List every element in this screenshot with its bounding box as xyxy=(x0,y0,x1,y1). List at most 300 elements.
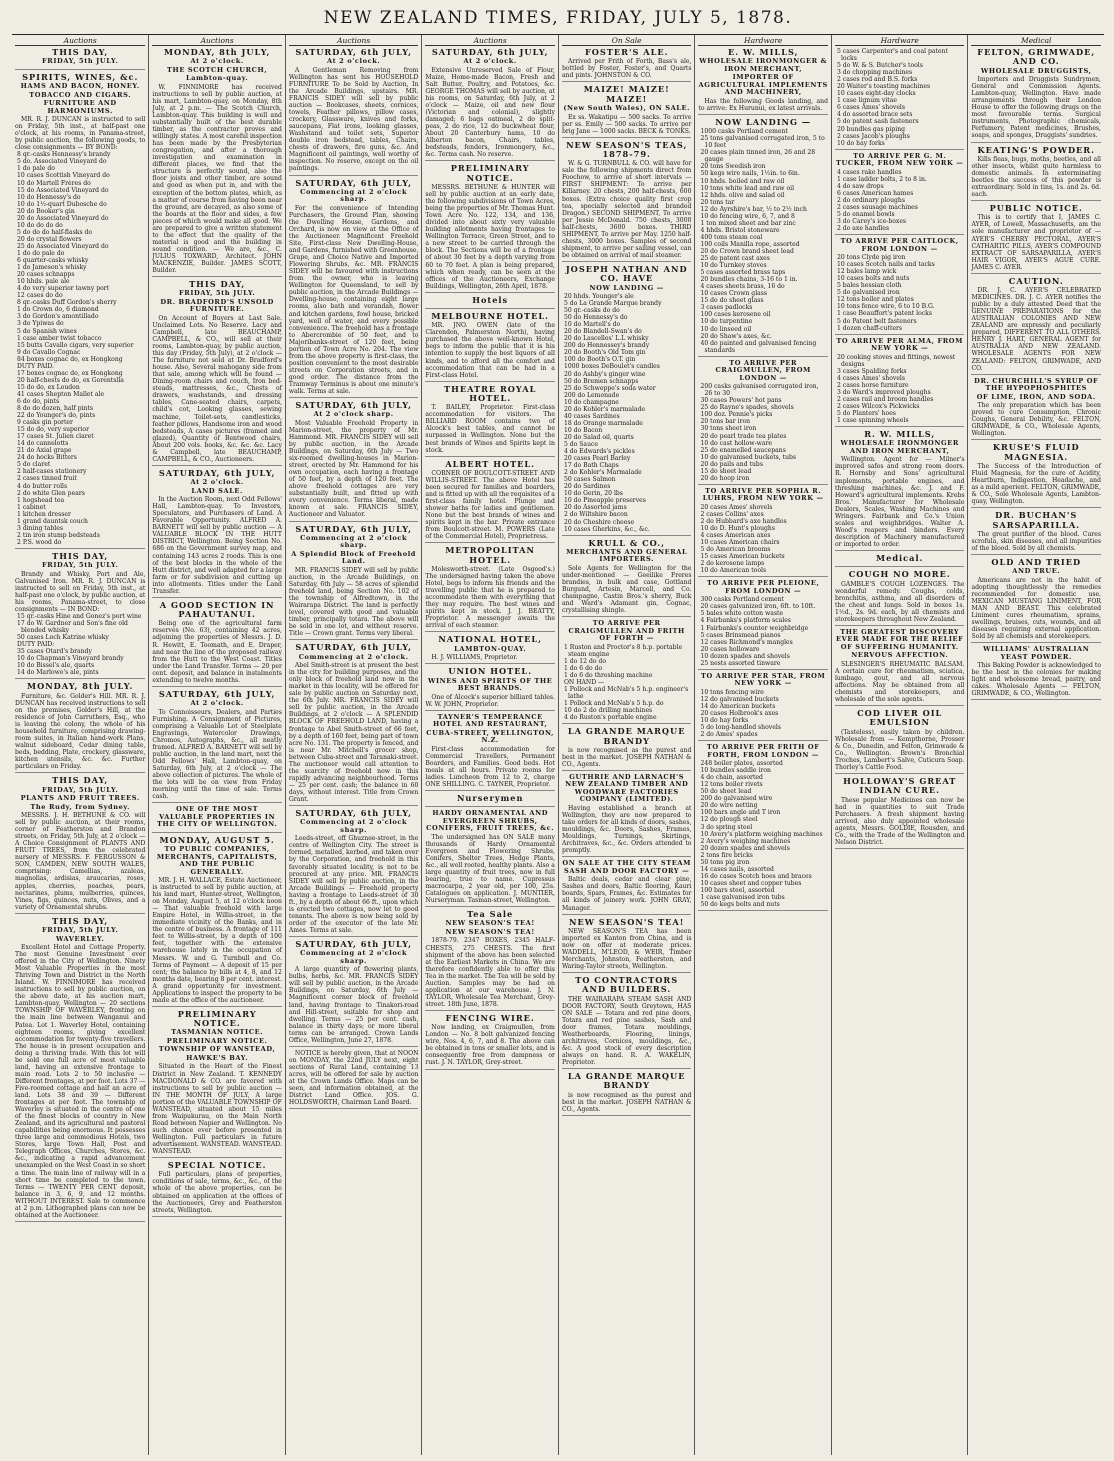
ad-list-item: 16 do cases Scotch hoes and braces xyxy=(700,872,812,880)
ad-list-item: 10 cases Crown glass xyxy=(700,290,768,298)
advertisement xyxy=(152,601,282,687)
ad-list-item: 20 cases Pearl Barley xyxy=(563,455,631,463)
ad-list-item: 10 do cast hollow-ware xyxy=(700,439,773,447)
ad-list-item: 1 kitchen dresser xyxy=(17,510,71,518)
ad-list-item: 20 do crystal flowers xyxy=(17,235,82,243)
advertisement xyxy=(425,667,555,710)
ad-heading: GUTHRIE AND LARNACH'S NEW ZEALAND TIMBER AND WOODWARE FACTORIES COMPANY (LIMITED). xyxy=(565,772,689,804)
ad-body: Has the following Goods landing, and to arrive: Ex Hurunui, ex latest arrivals. xyxy=(698,97,828,112)
ad-list-item: 10 bundles saddle iron xyxy=(700,767,771,775)
ad-body: T. BAILEY, Proprietor. First-class accommodation for visitors. The BILLIARD ROOM contains two of Alcock's best tables, and cannot be surpassed in Wellington. None but the best brands of Wines and Spirits kept in stock. xyxy=(425,404,555,454)
ad-heading: HARDY ORNAMENTAL AND EVERGREEN SHRUBS, CONIFERS, FRUIT TREES, &c. xyxy=(426,809,555,833)
ad-list-item: 2 tons fire bricks xyxy=(700,851,753,859)
advertisement xyxy=(425,460,555,544)
ad-heading: MERCHANTS AND GENERAL IMPORTERS. xyxy=(566,547,688,564)
ad-list-item: 1 hogshead tea xyxy=(17,496,65,504)
ad-list-item: 1 Pollock and McNab's 5 h.p. do xyxy=(563,700,664,708)
ad-list-item: 1 case lignum vitae xyxy=(836,97,897,105)
ad-list-item: 20 do Salad oil, quarts xyxy=(563,433,634,441)
ad-heading: CUBA-STREET, WELLINGTON, N.Z. xyxy=(426,728,555,745)
advertisement xyxy=(425,714,555,791)
ad-list-item: 20 do Crown brand sheet lead xyxy=(700,247,794,255)
ad-body: (Tasteless), easily taken by children. Wholesale from — Kempthorne, Prosser & Co., Dunedin, and Felton, Grimwade & Co., Wellington. Brown's Bronchial Troches, Lambert's Salve, Cuticura Soap. Thorley's Cattle Food. xyxy=(834,728,965,771)
ad-list-item: 50 cases Loch Katrine whisky xyxy=(17,634,109,642)
advertisement xyxy=(971,646,1101,700)
ad-heading: OLD AND TRIED xyxy=(991,556,1082,567)
ad-heading: Commencing at 2 o'clock sharp. xyxy=(300,949,408,965)
ad-list-item: 3 do chopping machines xyxy=(836,69,913,77)
ad-body: CORNER OF BOULCOTT-STREET AND WILLIS-STREET. The above Hotel has been secured for families and boarders, and is fitted up with all the requisites of a first-class family hotel. Plunge and shower baths for ladies and gentlemen. None but the best brands of wines and spirits kept in the bar. Private entrance from Boulcott-street. M. POWERS (Late of the Commercial Hotel), Proprietress. xyxy=(425,469,555,541)
ad-body: Molesworth-street. (Late Osgood's.) The undersigned having taken the above Hotel, begs to inform his friends and the travelling public that he is prepared to accommodate them with everything that they may require. The best wines and spirits kept in stock. J. J. BEATTY, Proprietor. A messenger awaits the arrival of each steamer. xyxy=(425,565,555,630)
ad-heading: DR. BRADFORD'S UNSOLD FURNITURE. xyxy=(160,297,274,314)
ad-list-item: 10 tons fencing wire xyxy=(700,688,764,696)
ad-heading: SATURDAY, 6th JULY, xyxy=(431,47,549,57)
advertisement xyxy=(971,511,1101,555)
ad-list-item: 20 tons tar xyxy=(700,198,735,206)
ad-heading: ONE OF THE MOST VALUABLE PROPERTIES IN THE CITY OF WELLINGTON. xyxy=(157,805,278,829)
ad-list-item: 25 do enamelled saucepans xyxy=(700,446,786,454)
ad-list-item: 248 boiler plates, assorted xyxy=(700,760,783,768)
ad-heading: PUBLIC NOTICE. xyxy=(989,203,1083,214)
ad-heading: COUGH NO MORE. xyxy=(848,569,951,580)
ad-body: THE WAIRARAPA STEAM SASH AND DOOR FACTORY, South Greytown, HAS ON SALE — Totara and red pine doors, Totara and red pine sashes, Sash and door frames, Totara mouldings, Weatherboards, Flooring, linings, architraves, Cornices, mouldings, &c., &c. A good stock of every description always on hand. R. A. WAKELIN, Proprietor. xyxy=(561,995,692,1067)
ad-list-item: 20 cases Ames' shovels xyxy=(700,503,773,511)
column-heading: Hardware xyxy=(835,36,965,46)
ad-heading: NEW SEASON'S TEA! xyxy=(445,927,535,936)
advertisement xyxy=(425,810,555,907)
ad-list-item: 20 tons bar iron xyxy=(700,418,751,426)
advertisement xyxy=(698,360,828,485)
ad-body: MR. FRANCIS SIDEY will sell by public auction, in the Arcade Buildings, on Saturday, 6th July — 58 acres of splendid freehold land, being Section No. 102 of the township of Alfredtown, in the Wairarapa District. The land is perfectly level, covered with good and valuable timber, principally totara. The above will be sold in one lot, and without reserve. Title — Crown grant. Terms very liberal. xyxy=(288,566,419,638)
ad-body: 1878-79. 2347 BOXES, 2345 HALF-CHESTS, 275 CHESTS. The first shipment of the above has been selected at the Earliest Markets in China. We are therefore confidently able to offer this Tea in the market. The Tea will be sold by Auction. Samples may be had on application at our warehouse. J. N. TAYLOR, Wholesale Tea Merchant, Grey-street. 18th June, 1878. xyxy=(425,937,555,1008)
advertisement xyxy=(289,401,419,521)
ad-heading: MONDAY, AUGUST 5. xyxy=(159,834,275,845)
advertisement xyxy=(562,918,692,974)
ad-list-item: 3 do spring steel xyxy=(700,823,753,831)
ad-heading: MONDAY, 8th JULY. xyxy=(27,681,134,692)
ad-heading: UNION HOTEL. xyxy=(448,666,533,677)
advertisement xyxy=(562,265,692,536)
ad-list-item: 12 do galvanised buckets xyxy=(700,695,779,703)
ad-heading: FRIDAY, 5th JULY. xyxy=(42,561,119,570)
ad-heading: NEW SEASON'S TEA! xyxy=(445,919,535,928)
ad-list-item: 10 cases Scottish Vineyard do xyxy=(17,172,110,180)
ad-list-item: 50 qr.-casks do do xyxy=(563,307,620,315)
ad-list-item: 17 do W. Gardner and Son's fine old blended whisky xyxy=(17,620,128,635)
ad-list-item: 2 cases rod and B.S. forks xyxy=(836,76,918,84)
advertisement xyxy=(698,744,828,911)
ad-list-item: 5 cases Brinsmead pianos xyxy=(700,631,781,639)
ad-body: is now recognised as the purest and best in the market. JOSEPH NATHAN & CO., Agents. xyxy=(561,746,692,768)
ad-list-item: 41 cases Shepton Mallet ale xyxy=(17,390,105,398)
ad-list-item: 20 do Cheshire cheese xyxy=(563,518,635,526)
ad-list-item: 2 do Hubbard's axe handles xyxy=(700,517,787,525)
ad-list-item: 12 tons boiler rivets xyxy=(700,781,763,789)
ad-list-item: 4 do chain, assorted xyxy=(700,774,763,782)
columns xyxy=(12,35,1104,1455)
ad-list-item: 3 cases Spalding forks xyxy=(836,367,907,375)
ad-heading: KRUSE'S FLUID MAGNESIA. xyxy=(992,442,1080,462)
ad-list-item: 20 tons Clyde pig iron xyxy=(836,254,906,262)
ad-list-item: 14 do American buckets xyxy=(700,702,776,710)
column-heading: Medical xyxy=(971,36,1101,46)
ad-list-item: 2 do Kohler's Marmalade xyxy=(563,469,642,477)
ad-list-item: 1 do Crown do, 6 diamond xyxy=(17,306,99,314)
ad-list-item: 20 bundles gas piping xyxy=(836,125,906,133)
advertisement xyxy=(835,338,965,427)
ad-list-item: 4 do very superior tawny port xyxy=(17,285,110,293)
ad-list-item: 4 Fairbanks's platform scales xyxy=(700,617,791,625)
ad-list-item: 1000 boxes DeBoulet's candles xyxy=(563,363,660,371)
advertisement xyxy=(152,48,282,277)
ad-body: The undersigned has ON SALE many thousands of Hardy Ornamental Evergreen and Flowering Shrubs, Conifers, Shelter Trees, Hedge Plants, &c., all well rooted, healthy plants. Also a large quantity of fruit trees, now in full bearing, true to name. Cupressus macrocarpa, 2 year old, per 100, 25s. Catalogues on application. J. MUNTIER, Nurseryman. Tasman-street, Wellington. xyxy=(425,833,555,905)
ad-list-item: 40 cases Sardines xyxy=(563,412,620,420)
ad-list-item: 20 do Booker's gin xyxy=(17,207,75,215)
ad-heading: KEATING'S POWDER. xyxy=(977,144,1095,155)
ad-body: This Baking Powder is acknowledged to be the best in the colonies for making light and wholesome bread, pastry, and cakes. Wholesale Agents — FELTON, GRIMWADE, & CO., Wellington. xyxy=(971,662,1101,698)
ad-heading: PLANTS AND FRUIT TREES. xyxy=(20,794,140,803)
ad-list-item: 1 do pale do xyxy=(17,165,55,173)
ad-list-item: 2 cases rail and broom handles xyxy=(836,395,934,403)
ad-list-item: 40 do painted and galvanised fencing standards xyxy=(700,339,817,354)
column-7 xyxy=(831,35,968,1455)
ad-heading: TO ARRIVE PER CRAIGMULLEN AND FRITH OF FORTH — xyxy=(568,619,685,643)
ad-heading: AND TRUE. xyxy=(1012,567,1061,576)
ad-list-item: 6 cases American hames xyxy=(836,189,914,197)
ad-list-item: 12 bales lamp wick xyxy=(836,268,897,276)
column-3 xyxy=(285,35,422,1455)
ad-heading: At 2 o'clock. xyxy=(190,57,244,66)
ad-list-item: 5 do claret xyxy=(17,461,51,469)
ad-heading: Commencing at 2 o'clock sharp. xyxy=(300,533,408,550)
ad-list-item: 2 cases tinned fruit xyxy=(17,475,77,483)
ad-body: Americans are not in the habit of adopting thoughtlessly the remedies recommended for domestic use. MEXICAN MUSTANG LINIMENT, FOR MAN AND BEAST. This celebrated Liniment cures rheumatism, sprains, swellings, bruises, cuts, wounds, and all diseases requiring external application. Sold by all chemists and storekeepers. xyxy=(971,576,1101,641)
advertisement xyxy=(562,620,692,724)
ad-list-item: 5 bales white cotton waste xyxy=(700,610,784,618)
ad-list-item: 1 dozen chaff-cutters xyxy=(836,324,903,332)
ad-heading: HAWKE'S BAY. xyxy=(186,1053,249,1062)
ad-heading: FRIDAY, 5th JULY. xyxy=(178,289,256,298)
advertisement xyxy=(835,153,965,235)
ad-list-item: 10 cases Gherkins, &c., &c. xyxy=(563,525,650,533)
ad-body: For the convenience of Intending Purchasers, the Ground Plan, showing the Dwelling House, Gardens, and Orchard, is now on view at the Office of the Auctioneer. Magnificent Freehold Site, First-class New Dwelling-House, and Gardens, furnished with Greenhouse, Grape, and Choice Native and Imported Flowering Shrubs, &c. MR. FRANCIS SIDEY will be favoured with instructions from the owner, who is leaving Wellington for Queensland, to sell by public auction, in the Arcade Buildings — Dwelling-house, containing eight large rooms, also bath and verandah, flower and kitchen gardens, fowl house, bricked yard, well of water, and every possible convenience. The freehold has a frontage to Abercrombie of 50 feet, and to Majoribanks-street of 120 feet, being portion of Town Acre No. 204. The view from the above property is first-class, the position convenient to the most desirable streets on Corporation streets, and in good order. The distance from the Tramway Terminus is about one minute's walk. Terms at sale. xyxy=(288,204,419,396)
advertisement xyxy=(425,910,555,1011)
ad-list-item: 10 do D. Hunt's ploughs xyxy=(700,524,775,532)
ad-list-item: 20 hhds. Younger's ale xyxy=(563,293,634,301)
ad-heading: THEATRE ROYAL HOTEL. xyxy=(444,383,537,403)
ad-body: The Success of the Introduction of Fluid Magnesia, for the cure of Acidity, Heartburn, Indigestion, Headache, and as a mild aperient. FELTON, GRIMWADE, & CO., Sole Wholesale Agents, Lambton-quay, Wellington. xyxy=(971,462,1101,506)
ad-list-item: 17 boxes cognac do, ex Hongkong xyxy=(17,369,123,377)
ad-list-item: 15 do do, ex Loudon xyxy=(17,383,80,391)
ad-list-item: 9 do Cavallo Cognac xyxy=(17,348,81,356)
ad-list-item: 1 do do pale do xyxy=(17,249,65,257)
ad-list-item: 20 do wire netting xyxy=(700,802,758,810)
ad-list-item: 10 do champagne xyxy=(563,398,619,406)
column-heading: Auctions xyxy=(15,36,145,46)
ad-list-item: 30 cases Powers' hot pans xyxy=(700,397,782,405)
ad-heading: At 2 o'clock. xyxy=(463,57,517,66)
ad-list-item: 100 do Booth's O.T. gin xyxy=(563,356,636,364)
advertisement xyxy=(562,774,692,857)
advertisement xyxy=(152,836,282,1007)
advertisement xyxy=(971,378,1101,441)
ad-list-item: 25 tons galvanised corrugated iron, 5 to 10 feet xyxy=(700,135,825,150)
ad-heading: SATURDAY, 6th JULY, xyxy=(295,808,412,819)
ad-heading: TO ARRIVE PER FRITH OF FORTH, FROM LONDON — xyxy=(706,743,820,759)
ad-body: Leeds-street, off Ghuznee-street, in the centre of Wellington City. The street is formed, metalled, kerbed, and taken over by the Corporation, and freehold in this favorably situated locality, is not to be procured at any price. MR. FRANCIS SIDEY will sell by public auction, in the Arcade Buildings — Freehold property having a frontage to Leeds-street of 30 ft., by a depth of about 66 ft., upon which is erected two cottages, now let to good tenants. The above is now being sold by order of the executor of the late Mr. Ames. Terms at sale. xyxy=(288,835,419,934)
ad-list-item: 12 do plough steel xyxy=(700,816,758,824)
ad-heading: WHOLESALE IRONMONGER AND IRON MERCHANT, xyxy=(840,439,959,455)
ad-body: Ex ss. Wakatipu — 500 sacks. To arrive per ss. Emily — 500 sacks. To arrive per brig Jane — 1000 sacks. BECK & TONKS. xyxy=(561,113,692,135)
ad-body: Situated in the Heart of the Finest District in New Zealand. T. KENNEDY MACDONALD & CO. are favored with instructions to sell by public auction — IN THE MONTH OF JULY, A large portion of the VALUABLE TOWNSHIP OF WANSTEAD, situated about 15 miles from Waipukurau, on the Main North Road between Napier and Wellington. No such chance ever before presented in Wellington. Full particulars in future advertisement. WANSTEAD. WANSTEAD. WANSTEAD. xyxy=(152,1063,282,1156)
ad-body: Having established a branch at Wellington, they are now prepared to take orders for all kinds of doors, sashes, mouldings, &c. Doors, Sashes, Frames, Mouldings, Turnings, Skirtings, Architraves, &c., &c. Orders attended to promptly. xyxy=(561,804,692,855)
ad-list-item: 10 do Turnkey stoves xyxy=(700,262,767,270)
ad-list-item: 20 do pails and tubs xyxy=(700,460,763,468)
ad-body: Importers and Druggists Sundrymen, General and Commission Agents. Lambton-quay, Wellington. Have made arrangements through their London House to offer the following drugs on the most favourable terms. Surgical instruments, Photographic chemicals, Perfumery, Patent medicines, Brushes, soaps, and sponges, Druggists' sundries. xyxy=(971,76,1101,140)
column-heading: Auctions xyxy=(289,36,419,46)
ad-list-item: 10 do 1½-quart Dubosche do xyxy=(17,200,107,208)
ad-list-item: 5 cases assorted brass taps xyxy=(700,269,786,277)
ad-list-item: 1 case Beauffort's patent locks xyxy=(836,310,932,318)
ad-heading: TO PUBLIC COMPANIES, MERCHANTS, CAPITALISTS, AND THE PUBLIC GENERALLY. xyxy=(156,845,278,876)
ad-list-item: 2 cases Collins' axes xyxy=(700,510,764,518)
ad-list-item: 15 butts Cavallo cigars, very superior xyxy=(17,341,134,349)
ad-heading: Commencing at 2 o'clock sharp. xyxy=(300,187,408,204)
ad-list-item: 1 case galvanised iron tubs xyxy=(700,894,785,901)
ad-list-item: 10 do hay forks xyxy=(700,716,749,724)
ad-list-item: 17 do Bath Chaps xyxy=(563,462,619,470)
advertisement xyxy=(15,917,145,1222)
ad-list-item: 200 casks galvanised corrugated iron, 26 to 30 xyxy=(700,383,819,398)
ad-body: Abel Smith-street is at present the best in the city for building purposes, and the only block of freehold land now in the market in this locality, will be offered for sale by public auction on Saturday next, the 6th July. MR. FRANCIS SIDEY will sell by public auction, in the Arcade Buildings, at 2 o'clock — A SPLENDID BLOCK OF FREEHOLD LAND, having a frontage to Abel Smith-street of 66 feet, by a depth of 160 feet, being part of town acre No. 131. The property is fenced, and is near Mr. Mitchell's grocer shop, between Cuba-street and Taranaki-street. The auctioneer would call attention to the scarcity of freehold now in this rapidly advancing neighbourhood. Terms — 25 per cent. cash; the balance in 60 days, without interest. Title from Crown Grant. xyxy=(288,662,419,803)
ad-body: W. & G. TURNBULL & CO. will have for sale the following shipments direct from Foochow, to arrive at short intervals — FIRST SHIPMENT: To arrive per Killarney. 20 chests, 200 half-chests, 600 boxes. (Extra choice quality first crop tea, specially selected and branded Dragon.) SECOND SHIPMENT, To arrive per Jessie McDonald. 750 chests, 3000 half-chests, 3600 boxes. THIRD SHIPMENT, To arrive per May. 1250 half-chests, 3000 boxes. Samples of second shipment, to arrive per sailing vessel, can be obtained on arrival of mail steamer. xyxy=(561,160,692,259)
ad-heading: FENCING WIRE. xyxy=(445,1012,535,1023)
advertisement xyxy=(835,48,965,150)
advertisement xyxy=(562,1072,692,1116)
advertisement xyxy=(425,1014,555,1070)
ad-list-item: 1 cabinet xyxy=(17,503,46,511)
ad-body: MESSRS. BETHUNE & HUNTER will sell by public auction at an early date, the following subdivisions of Town Acres, being the properties of Mr. Thomas Hunt. Town Acre No. 122, 134, and 136, divided into about sixty very valuable building allotments having frontages to Wellington Terrace, Green Street, and to a new street to be carried through the block. The Sections will be of a frontage of about 30 feet by a depth varying from 60 to 70 feet. A plan is being prepared, which when ready, can be seen at the offices of the Auctioneers, Exchange Buildings, Wellington, 26th April, 1878. xyxy=(425,184,555,290)
advertisement xyxy=(425,312,555,382)
ad-list-item: 1 ton mixed sheet and bar zinc xyxy=(700,219,796,227)
ad-list-item: 10 tons fence wire, 6 to 10 B.G. xyxy=(836,303,935,311)
ad-body: To Connoisseurs, Dealers, and Parties Furnishing. A Consignment of Pictures, comprising a Valuable Lot of Steelplate Engravings, Watercolor Drawings, Chromos, Autographs, &c., all neatly framed. ALFRED A. BARNETT will sell by public auction, in the land mart, next the Odd Fellows' Hall, Lambton-quay, on Saturday, 6th July, at 2 o'clock — The above collection of pictures. The whole of the lots will be on view from Friday morning until the time of sale. Terms cash. xyxy=(152,708,282,801)
advertisement xyxy=(835,430,965,551)
advertisement xyxy=(971,204,1101,274)
ad-heading: WILLIAMS' AUSTRALIAN YEAST POWDER. xyxy=(983,645,1090,661)
ad-heading: NATIONAL HOTEL, xyxy=(438,634,543,645)
ad-list-item: 2 do axe handles xyxy=(836,225,889,233)
ad-body: A Gentleman Removing from Wellington has sent his HOUSEHOLD FURNITURE To be Sold by Auction, In the Arcade Buildings, upstairs. MR. FRANCIS SIDEY will sell by public auction — Bookcases, sheets, cornices, towels, Feather pillows, pillow cases, crockery, Glassware, knives and forks, saucepans, Flat irons, looking glasses, Washstand and toilet sets, Superior double iron bedstead, tables, Chairs, chests of drawers, fire guns, &c. And Magnificent oil paintings, well worthy of inspection. No reserve, except on the oil paintings. xyxy=(288,66,419,173)
ad-body: GAMBLE'S COUGH LOZENGES. The wonderful remedy. Coughs, colds, bronchitis, asthma, and all disorders of the chest and lungs. Sold in boxes 1s. 1½d., 2s. 9d. each, by all chemists and storekeepers throughout New Zealand. xyxy=(834,580,965,623)
ad-list-item: 10 hhds. pale ale xyxy=(17,278,70,286)
ad-list-item: 100 coils Manilla rope, assorted xyxy=(700,240,800,248)
ad-heading: HOLLOWAY'S GREAT INDIAN CURE. xyxy=(843,776,957,796)
ad-heading: R. W. MILLS, xyxy=(864,429,936,440)
ad-heading: NEW SEASON'S TEAS, 1878-79. xyxy=(566,139,688,159)
ad-list-item: 12 hhds. olive and salad oil xyxy=(700,191,785,199)
ad-list-item: 5 do enamel bowls xyxy=(836,210,895,218)
ad-heading: TO ARRIVE PER CAITLOCK, FROM LONDON — xyxy=(840,237,959,253)
ad-list-item: 5 do Spanish wines xyxy=(17,327,77,335)
ad-list-item: 50 kegs wire nails, 1½in. to 6in. xyxy=(700,170,800,178)
ad-body: Kills fleas, bugs, moths, beetles, and all other insects, whilst quite harmless to domestic animals. In exterminating beetles the success of this powder is extraordinary. Sold in tins, 1s. and 2s. 6d. each. xyxy=(971,155,1101,199)
ad-body: NOTICE is hereby given, that at NOON on MONDAY, the 22nd JULY next, eight sections of Rural Land, containing 13 acres, will be offered for sale by auction at the Crown Lands Office. Maps can be seen, and information obtained, at the District Land Office. JOS. G. HOLDSWORTH, Chairman Land Board. xyxy=(288,1049,419,1107)
ad-list-item: 4 cases American axes xyxy=(700,532,771,540)
ad-list-item: 4 hhds. Bristol stoneware xyxy=(700,226,780,234)
ad-list-item: 200 do galvanised wire xyxy=(700,795,773,803)
ad-body: Being one of the agricultural farm reserves (No. 63), containing 42 acres, adjoining the properties of Messrs. J. D. R. Hewitt, E. Toomath, and E. Draper, and near the line of the proposed railway from the Hutt to the West Coast. Titles under the Land Transfer. Terms — 20 per cent. deposit, and balance in instalments extending to twelve months. xyxy=(152,620,282,684)
advertisement xyxy=(152,806,282,833)
ad-list-item: 20 do Blandell-Swan's do xyxy=(563,328,642,336)
ad-list-item: 3 do Gordon's amontillado xyxy=(17,313,99,321)
advertisement xyxy=(562,85,692,137)
ad-list-item: 5 do Patent belt fasteners xyxy=(836,317,917,325)
ad-list-item: 15 do Associated Vineyard do xyxy=(17,186,109,194)
ad-heading: SATURDAY, 6th JULY, xyxy=(158,688,276,699)
ad-heading: WHOLESALE IRONMONGER & IRON MERCHANT, xyxy=(699,57,828,73)
ad-list-item: 3 do Ypiwas do xyxy=(17,320,64,328)
advertisement xyxy=(425,164,555,292)
ad-body: Sole Agents for Wellington for the under-mentioned — Geeilike Freres brandies, in bulk and case, Gottland Burgund, Artesin, Marcell, and Co. champagne, Castin Bros.'s sherry, Buck and Ward's Adamant gin, Cognac, crystallising shingle. xyxy=(561,564,692,615)
ad-heading: MELBOURNE HOTEL. xyxy=(431,311,549,321)
advertisement xyxy=(971,443,1101,508)
ad-body: W. FINNIMORE has received instructions to sell by public auction, at his mart, Lambton-quay, on Monday, 8th July, at 2 p.m. — The Scotch Church, Lambton-quay. This building is well and substantially built of the best durable timber, as the contractor proves and willingly states. A most careful inspection has been made by the Presbyterian congregation, and after a thorough investigation and examination in different places, we find that the structure is perfectly sound, also the floor joists and other timber, are sound and good as when put in, and with the exception of the bottom plates, which, as a matter of course from having been near the ground, are decayed, as also some of the boards at the floor and sides, a few pieces of which would make all good. We are prepared to give a written statement to the effect that the quality of the material is good and the building in sound condition. — We are, &c., C. JULIUS TOXWARD, Architect. JOHN MACKENZIE, Builder. JAMES SCOTT, Builder. xyxy=(152,83,282,275)
ad-list-item: 3 do Ward's improved ploughs xyxy=(836,388,931,396)
ad-list-item: 20 dozen spades and shovels xyxy=(700,844,790,852)
ad-list-item: 1 case spinning wheels xyxy=(836,417,909,425)
ad-list-item: 2 do Wiltshire bacon xyxy=(563,511,628,519)
ad-heading: NOW LANDING — xyxy=(715,116,812,127)
ad-list-item: 4 do assorted brace sets xyxy=(836,111,913,119)
ad-heading: At 2 o'clock. xyxy=(190,478,244,487)
ad-heading: FURNITURE AND HARMONIUMS. xyxy=(43,99,117,115)
ad-list-item: 15 cases American buckets xyxy=(700,553,785,561)
ad-list-item: 3 cases padlocks xyxy=(700,304,753,312)
ad-heading: THIS DAY, xyxy=(189,279,246,290)
ad-heading: A Splendid Block of Freehold Land. xyxy=(291,549,417,566)
ad-list-item: 10 Avery's platform weighing machines xyxy=(700,830,823,838)
ad-list-item: 2 do white Glen pears xyxy=(17,489,85,497)
ad-list-item: 50 do Bremen schnapps xyxy=(563,377,639,385)
column-heading: Auctions xyxy=(425,36,555,46)
advertisement xyxy=(835,554,965,567)
ad-list-item: 1 do 6 do do xyxy=(563,664,603,672)
ad-list-item: 25 do patent cast axes xyxy=(700,255,770,263)
ad-heading: SPECIAL NOTICE. xyxy=(167,1160,267,1171)
newspaper-title: NEW ZEALAND TIMES, FRIDAY, JULY 5, 1878. xyxy=(323,8,793,28)
ad-list-item: 10 dozen spades and shovels xyxy=(700,652,790,660)
ad-list-item: DUTY PAID. xyxy=(17,362,54,370)
advertisement xyxy=(15,776,145,913)
ad-body: These popular Medicines can now be had in quantities to suit Trade Purchasers. A fresh shipment having arrived, also duly appointed wholesale agents, Messrs. GOLDIE, Rousden, and Co., with the Trade of the Wellington and Nelson District. xyxy=(834,796,965,846)
ad-heading: TOBACCO AND CIGARS. xyxy=(29,90,132,99)
ad-list-item: 100 bars steel, assorted xyxy=(700,886,775,894)
ad-list-item: 20 do Kohler's marmalade xyxy=(563,405,646,413)
advertisement xyxy=(15,73,145,549)
ad-list-item: 10 do American tools xyxy=(700,567,767,575)
ad-heading: FOSTER'S ALE. xyxy=(584,47,669,57)
ad-heading: NOW LANDING — xyxy=(589,283,664,292)
ad-list-item: 4 cases sheets brass, 16 do xyxy=(700,283,785,291)
ad-list-item: 6 do do, pints xyxy=(17,397,60,405)
ad-list-item: 4 cases Ames' shovels xyxy=(836,374,905,382)
ad-list-item: DUTY PAID: xyxy=(17,641,55,649)
column-1 xyxy=(12,35,148,1455)
ad-list-item: 4 do Edwards's pickles xyxy=(563,448,635,456)
advertisement xyxy=(425,635,555,664)
ad-list-item: 50 tons pig iron xyxy=(700,858,750,866)
ad-heading: METROPOLITAN HOTEL. xyxy=(445,545,536,565)
ad-list-item: 4 do butter rolls xyxy=(17,482,68,490)
ad-body: Baltic deals, cedar and clear pine, Sashes and doors, Baltic flooring, Kauri boards, Spars, Frames, &c. Estimates for all kinds of joinery work. JOHN GRAY, Manager. xyxy=(561,876,692,912)
advertisement xyxy=(971,146,1101,202)
column-heading: Auctions xyxy=(152,36,282,46)
ad-list-item: 2 Avery's weighing machines xyxy=(700,837,791,845)
ad-list-item: 50 cases Salmon xyxy=(563,476,616,484)
ad-list-item: 12 tons boiler and plates xyxy=(836,296,914,304)
ad-heading: IMPORTER OF AGRICULTURAL IMPLEMENTS AND MACHINERY, xyxy=(698,73,828,97)
ad-list-item: 9 casks gin porter xyxy=(17,419,73,427)
ad-heading: A GOOD SECTION IN PAHAUTANUI. xyxy=(159,599,275,620)
ad-heading: TO ARRIVE PER ALMA, FROM NEW YORK — xyxy=(836,336,964,353)
ad-list-item: 10 do Hennessy's do xyxy=(17,193,81,201)
advertisement xyxy=(562,48,692,82)
ad-list-item: 20 do pearl trade tea plates xyxy=(700,432,787,440)
ad-list-item: 20 cooking stoves and fittings, newest designs xyxy=(836,353,956,368)
ad-list-item: 10 do galvanised buckets, tubs xyxy=(700,453,797,461)
ad-list-item: 10 do do do do xyxy=(17,221,63,229)
ad-list-item: 20 bundles chains, 3-16 to 1 in. xyxy=(700,276,798,284)
ad-list-item: 5 do La Grande Marque brandy xyxy=(563,300,662,308)
ad-list-item: 10 do Bissel's ale, quarts xyxy=(17,662,95,670)
advertisement xyxy=(15,552,145,680)
ad-list-item: 1 Pollock and McNab's 5 h.p. engineer's lathe xyxy=(563,686,689,701)
ad-list-item: 10 tons white lead and raw oil xyxy=(700,184,795,192)
ad-list-item: 20 do Sardines xyxy=(563,483,611,491)
column-6 xyxy=(694,35,831,1455)
ad-heading: PRELIMINARY NOTICE. xyxy=(450,163,530,183)
ad-list-item: 25 nests assorted tinware xyxy=(700,659,781,667)
ad-heading: At 2 o'clock sharp. xyxy=(313,410,394,419)
ad-body: SLESINGER'S RHEUMATIC BALSAM. A certain cure for rheumatism, sciatica, lumbago, gout, and all nervous affections. May be obtained from all chemists and storekeepers, and wholesale of the sole agents. xyxy=(834,660,965,704)
advertisement xyxy=(835,709,965,774)
ad-list-item: 5 do Planters' hoes xyxy=(836,409,896,417)
ad-heading: SATURDAY, 6th JULY, xyxy=(295,400,412,411)
advertisement xyxy=(698,580,828,669)
ad-list-item: 20 do Lascelles' L.L whisky xyxy=(563,335,649,343)
ad-body: On Account of Buyers at Last Sale. Unclaimed Lots. No Reserve. Lacy and Campbell, late BEAUCHAMP, CAMPBELL, & CO., will sell at their rooms, Lambton-quay, by public auction, this day (Friday, 5th July), at 2 o'clock — The furniture not sold at Dr. Bradford's house. Also, Several mahogany side from that sale, among which will be found — Dining-room chairs and couch, Iron bed-steads, mattresses, &c., Chests of drawers, washstands, and dressing tables, Cane-seated chairs, carpets, child's cot, Looking glasses, sewing machine, Toilet-sets, candlesticks, feather pillows, Handsome iron and wood bedsteads, A cases pictures (framed and glazed), Quantity of Bentwood chairs, About 200 vols. books, &c. &c. &c. Lacy & Campbell, late BEAUCHAMP, CAMPBELL, & CO., Auctioneers. xyxy=(152,314,282,463)
ad-heading: SATURDAY, 6th JULY, xyxy=(295,642,412,653)
ad-list-item: 5 do Sauce xyxy=(563,441,599,448)
ad-heading: COD LIVER OIL EMULSION xyxy=(857,708,943,728)
advertisement xyxy=(289,1050,419,1109)
ad-body: Excellent Hotel and Cottage Property. The most Genuine Investment ever offered in the City of Wellington. Ninety Most Valuable Properties in the most Thriving Town and District in the North Island. W. FINNIMORE has received instructions to sell by public auction, on the above date, at his auction mart, Lambton-quay, Wellington — 20 sections TOWNSHIP OF WAVERLEY, fronting on the main line between Wanganui and Patea. Lot 1. Waverley Hotel, containing eighteen rooms, giving excellent accommodation for twenty-five travellers. The house is in present occupation and doing a thriving trade. With this lot will be sold one full acre of most valuable land, having an extensive frontage to main road. Lots 2 to 50 inclusive — Different frontages, at per foot. Lots 37 — Five-roomed cottage and half an acre of land. Lots 38 and 39 — Different frontages at per foot. The township of Waverley is situated in the centre of one of the finest blocks of country in New Zealand, and its agricultural and pastoral capabilities being enormous. It possesses three large and commodious Hotels, two Stores, large Town Hall, Post and Telegraph Offices, Churches, Stores, &c. &c., indicating a rapid advancement unexampled on the West Coast in so short a time. The main line of railway will in a short time be completed to the town. Terms — TWENTY PER CENT deposit, balance in 3, 6, 9, and 12 months. WITHOUT INTEREST. Sale to commence at 2 p.m. Lithographed plans can now be obtained at the Auctioneer. xyxy=(15,944,146,1219)
advertisement xyxy=(152,1010,282,1158)
ad-list-item: 5 do American brooms xyxy=(700,546,771,554)
ad-heading: SATURDAY, 6th JULY, xyxy=(295,177,412,188)
advertisement xyxy=(289,179,419,399)
advertisement xyxy=(152,1161,282,1217)
ad-heading: Commencing at 2 o'clock sharp. xyxy=(300,818,408,834)
ad-list-item: 10 cases bolts and nuts xyxy=(836,275,910,283)
ad-heading: LA GRANDE MARQUE BRANDY xyxy=(567,1071,686,1091)
ad-list-item: 30 tons sheet iron xyxy=(700,425,757,433)
ad-body: In the Auction Room, next Odd Fellows' Hall, Lambton-quay. To Investors, Speculators, and Purchasers of Land. A Favorable Opportunity. ALFRED A. BARNETT will sell by public auction — A VALUABLE BLOCK IN THE HUTT DISTRICT, Wellington. Being Section No. 686 on the Government survey map, and containing 143 acres 2 roods. This is one of the best blocks in the whole of the Hutt district, and well adapted for a large farm or for subdivision and cutting up into allotments. Titles under the Land Transfer. xyxy=(152,496,282,595)
ad-list-item: 10 cases Scotch nails and tacks xyxy=(836,261,935,269)
ad-list-item: 18 do Orange marmalade xyxy=(563,419,643,427)
ad-heading: TO ARRIVE PER STAR, FROM NEW YORK — xyxy=(701,671,826,688)
